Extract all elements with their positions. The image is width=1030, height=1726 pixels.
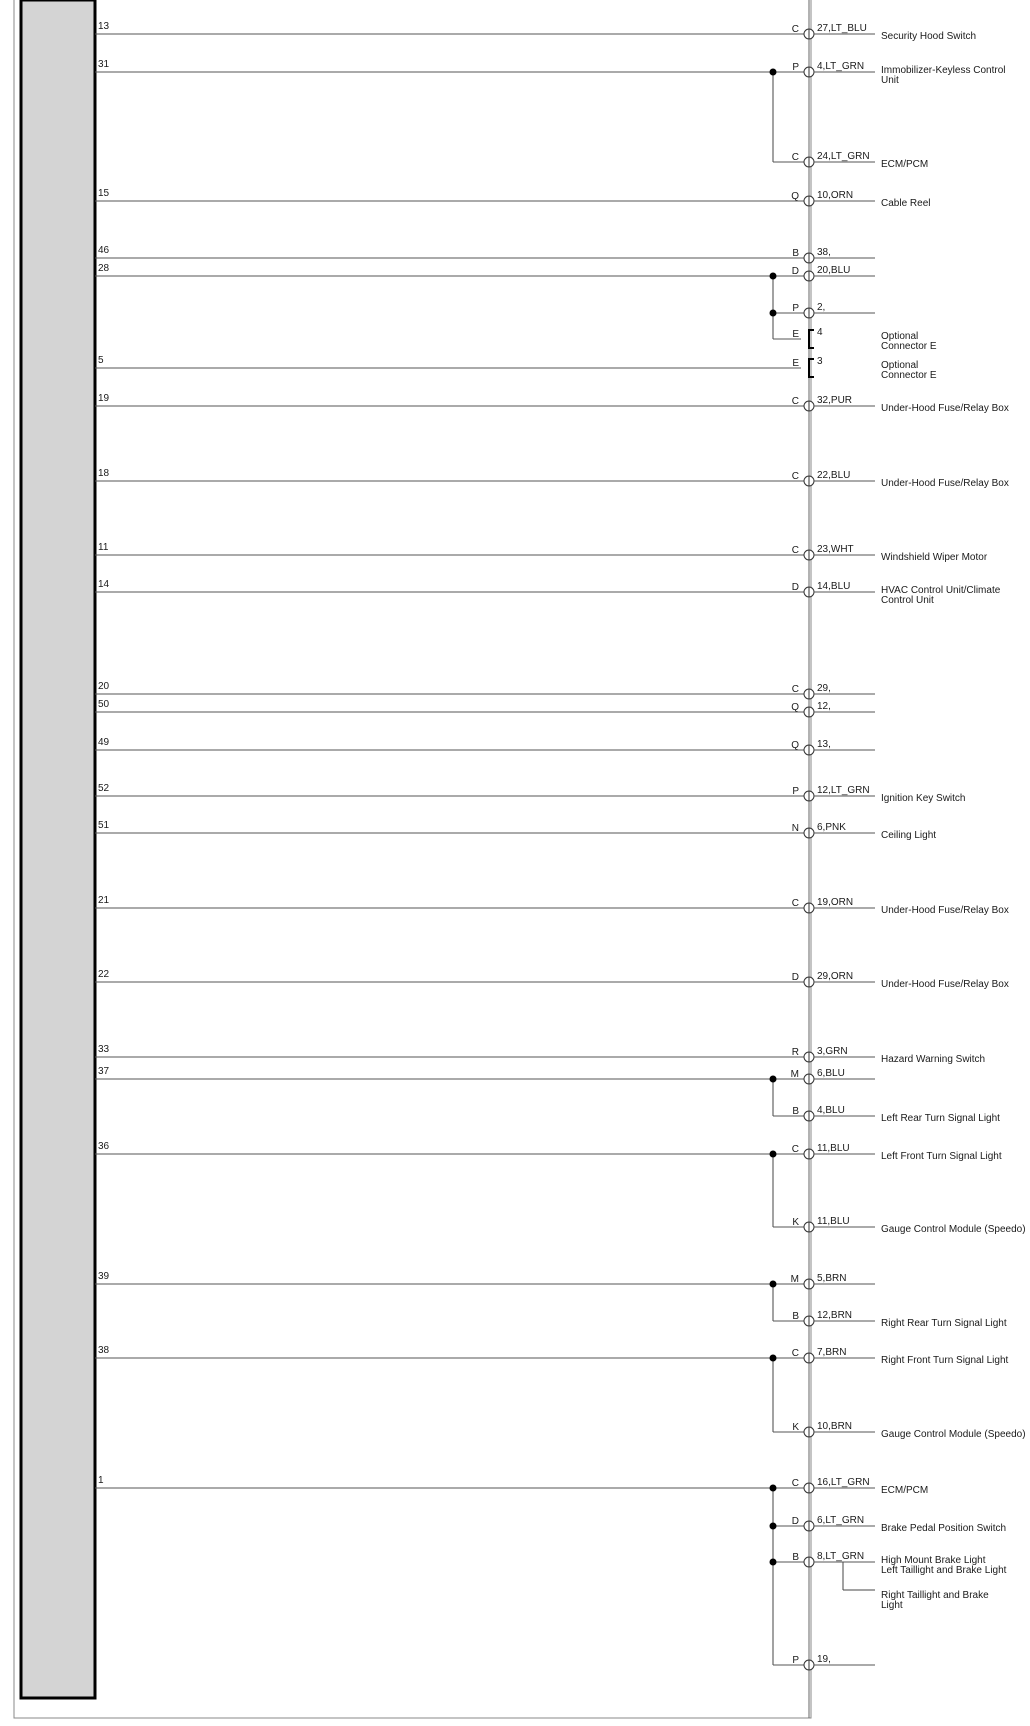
connector-letter: C (791, 152, 799, 163)
connector-letter: C (791, 1478, 799, 1489)
destination-component-label: Under-Hood Fuse/Relay Box (881, 905, 1009, 916)
wire-id-color: 3,GRN (817, 1046, 848, 1057)
module-pin-number: 52 (98, 783, 110, 794)
wire-id-color: 6,PNK (817, 822, 846, 833)
destination-component-label: Cable Reel (881, 198, 931, 209)
wire-id-color: 27,LT_BLU (817, 23, 867, 34)
connector-letter: P (792, 62, 799, 73)
connector-letter: C (791, 1144, 799, 1155)
connector-letter: K (792, 1422, 799, 1433)
module-pin-number: 51 (98, 820, 110, 831)
module-pin-number: 50 (98, 699, 110, 710)
wire-id-color: 12,BRN (817, 1310, 853, 1321)
wire-id-color: 38, (817, 247, 831, 258)
module-pin-number: 33 (98, 1044, 110, 1055)
module-pin-number: 31 (98, 59, 110, 70)
connector-letter: Q (791, 191, 799, 202)
connector-letter: B (792, 1552, 799, 1563)
module-pin-number: 19 (98, 393, 110, 404)
destination-component-label: Hazard Warning Switch (881, 1054, 986, 1065)
destination-component-label: ECM/PCM (881, 1485, 929, 1496)
connector-letter: N (791, 823, 799, 834)
connector-letter: E (792, 329, 799, 340)
wiring-rows (95, 21, 1026, 1670)
wire-id-color: 22,BLU (817, 470, 851, 481)
connector-letter: C (791, 1348, 799, 1359)
destination-component-label: Ceiling Light (881, 830, 937, 841)
module-pin-number: 15 (98, 188, 110, 199)
destination-component-label: Under-Hood Fuse/Relay Box (881, 979, 1009, 990)
wire-id-color: 10,ORN (817, 190, 854, 201)
control-module (21, 0, 95, 1698)
wire-id-color: 4,BLU (817, 1105, 845, 1116)
destination-component-label: Left Taillight and Brake Light (881, 1565, 1007, 1576)
connector-letter: D (791, 1516, 799, 1527)
connector-letter: B (792, 1311, 799, 1322)
destination-component-label: Left Front Turn Signal Light (881, 1151, 1002, 1162)
connector-letter: C (791, 545, 799, 556)
splice-junction-dot (770, 1559, 777, 1566)
wire-id-color: 8,LT_GRN (817, 1551, 865, 1562)
module-pin-number: 39 (98, 1271, 110, 1282)
splice-junction-dot (770, 1076, 777, 1083)
wire-id-color: 32,PUR (817, 395, 853, 406)
wire-id-color: 7,BRN (817, 1347, 847, 1358)
destination-component-label: Immobilizer-Keyless Control (881, 65, 1006, 76)
connector-letter: B (792, 1106, 799, 1117)
destination-component-label: Under-Hood Fuse/Relay Box (881, 478, 1009, 489)
connector-letter: P (792, 1655, 799, 1666)
module-pin-number: 1 (98, 1475, 104, 1486)
wire-id-color: 19, (817, 1654, 831, 1665)
destination-component-label: Light (881, 1600, 903, 1611)
module-pin-number: 28 (98, 263, 110, 274)
connector-letter: M (790, 1069, 799, 1080)
wire-id-color: 11,BLU (817, 1216, 850, 1227)
connector-letter: B (792, 248, 799, 259)
connector-letter: D (791, 582, 799, 593)
wire-id-color: 2, (817, 302, 826, 313)
module-pin-number: 18 (98, 468, 110, 479)
module-pin-number: 37 (98, 1066, 110, 1077)
connector-terminal-number: 4 (817, 327, 823, 338)
module-pin-number: 20 (98, 681, 110, 692)
destination-component-label: Control Unit (881, 595, 934, 606)
destination-component-label: Right Front Turn Signal Light (881, 1355, 1009, 1366)
module-pin-number: 14 (98, 579, 110, 590)
splice-junction-dot (770, 1485, 777, 1492)
connector-letter: D (791, 972, 799, 983)
module-pin-number: 46 (98, 245, 110, 256)
connector-letter: C (791, 24, 799, 35)
destination-component-label: Connector E (881, 370, 937, 381)
destination-component-label: Security Hood Switch (881, 31, 977, 42)
destination-component-label: High Mount Brake Light (881, 1555, 986, 1566)
module-pin-number: 21 (98, 895, 110, 906)
destination-component-label: Gauge Control Module (Speedo) (881, 1429, 1026, 1440)
module-pin-number: 49 (98, 737, 110, 748)
module-pin-number: 13 (98, 21, 110, 32)
wire-id-color: 19,ORN (817, 897, 854, 908)
connector-letter: Q (791, 702, 799, 713)
destination-component-label: ECM/PCM (881, 159, 929, 170)
splice-junction-dot (770, 69, 777, 76)
splice-junction-dot (770, 1355, 777, 1362)
wire-id-color: 14,BLU (817, 581, 851, 592)
splice-junction-dot (770, 1281, 777, 1288)
wire-id-color: 5,BRN (817, 1273, 847, 1284)
destination-component-label: Under-Hood Fuse/Relay Box (881, 403, 1009, 414)
destination-component-label: Left Rear Turn Signal Light (881, 1113, 1000, 1124)
wire-id-color: 24,LT_GRN (817, 151, 870, 162)
connector-letter: C (791, 396, 799, 407)
module-pin-number: 38 (98, 1345, 110, 1356)
destination-component-label: Right Taillight and Brake (881, 1590, 989, 1601)
wire-id-color: 29,ORN (817, 971, 854, 982)
wire-id-color: 16,LT_GRN (817, 1477, 870, 1488)
destination-component-label: Brake Pedal Position Switch (881, 1523, 1007, 1534)
wire-id-color: 23,WHT (817, 544, 854, 555)
wire-id-color: 20,BLU (817, 265, 851, 276)
wire-id-color: 6,BLU (817, 1068, 845, 1079)
destination-component-label: Unit (881, 75, 899, 86)
wire-id-color: 13, (817, 739, 831, 750)
connector-letter: D (791, 266, 799, 277)
connector-letter: Q (791, 740, 799, 751)
connector-letter: C (791, 471, 799, 482)
destination-component-label: HVAC Control Unit/Climate (881, 585, 1001, 596)
splice-junction-dot (770, 1151, 777, 1158)
connector-terminal-number: 3 (817, 356, 823, 367)
wire-id-color: 10,BRN (817, 1421, 853, 1432)
module-pin-number: 22 (98, 969, 110, 980)
module-pin-number: 5 (98, 355, 104, 366)
wire-id-color: 6,LT_GRN (817, 1515, 865, 1526)
destination-component-label: Ignition Key Switch (881, 793, 966, 804)
destination-component-label: Windshield Wiper Motor (881, 552, 988, 563)
connector-letter: P (792, 303, 799, 314)
splice-junction-dot (770, 1523, 777, 1530)
connector-letter: C (791, 684, 799, 695)
destination-component-label: Right Rear Turn Signal Light (881, 1318, 1007, 1329)
connector-letter: C (791, 898, 799, 909)
wire-id-color: 12,LT_GRN (817, 785, 870, 796)
module-pin-number: 11 (98, 542, 109, 553)
wire-id-color: 4,LT_GRN (817, 61, 865, 72)
wire-id-color: 12, (817, 701, 831, 712)
wire-id-color: 29, (817, 683, 831, 694)
connector-letter: M (790, 1274, 799, 1285)
connector-letter: K (792, 1217, 799, 1228)
connector-letter: P (792, 786, 799, 797)
connector-letter: E (792, 358, 799, 369)
destination-component-label: Optional (881, 331, 919, 342)
destination-component-label: Gauge Control Module (Speedo) (881, 1224, 1026, 1235)
splice-junction-dot (770, 310, 777, 317)
destination-component-label: Connector E (881, 341, 937, 352)
module-pin-number: 36 (98, 1141, 110, 1152)
connector-letter: R (791, 1047, 799, 1058)
splice-junction-dot (770, 273, 777, 280)
destination-component-label: Optional (881, 360, 919, 371)
wire-id-color: 11,BLU (817, 1143, 850, 1154)
